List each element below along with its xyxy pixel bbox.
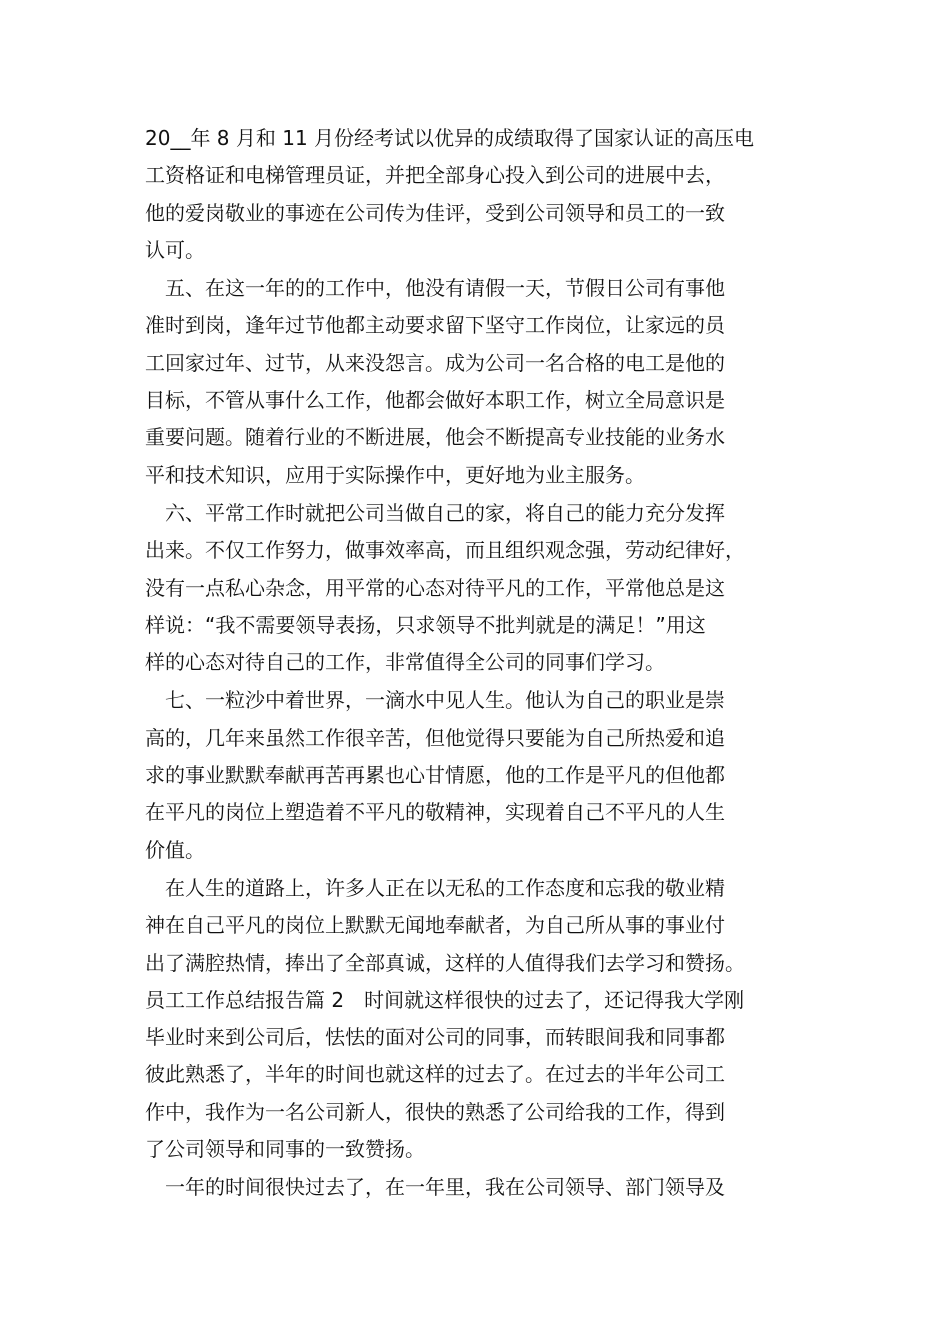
text-line: 一年的时间很快过去了，在一年里，我在公司领导、部门领导及 xyxy=(165,1175,725,1200)
text-line: 神在自己平凡的岗位上默默无闻地奉献者，为自己所从事的事业付 xyxy=(145,913,725,938)
text-line: 价值。 xyxy=(145,837,205,862)
document-body xyxy=(145,120,810,1207)
text-line: 出来。不仅工作努力，做事效率高，而且组织观念强，劳动纪律好， xyxy=(145,538,745,563)
text-line: 在平凡的岗位上塑造着不平凡的敬精神，实现着自己不平凡的人生 xyxy=(145,800,725,825)
text-line: 工资格证和电梯管理员证，并把全部身心投入到公司的进展中去， xyxy=(145,163,725,188)
text-line: 平和技术知识，应用于实际操作中，更好地为业主服务。 xyxy=(145,462,645,487)
text-line: 目标，不管从事什么工作，他都会做好本职工作，树立全局意识是 xyxy=(145,388,725,413)
text-line: 员工工作总结报告篇 2 时间就这样很快的过去了，还记得我大学刚 xyxy=(145,987,745,1012)
text-line: 样的心态对待自己的工作，非常值得全公司的同事们学习。 xyxy=(145,650,665,675)
text-line: 出了满腔热情，捧出了全部真诚，这样的人值得我们去学习和赞扬。 xyxy=(145,950,745,975)
text-line: 五、在这一年的的工作中，他没有请假一天，节假日公司有事他 xyxy=(165,276,725,301)
text-line: 工回家过年、过节，从来没怨言。成为公司一名合格的电工是他的 xyxy=(145,350,725,375)
text-line: 了公司领导和同事的一致赞扬。 xyxy=(145,1137,425,1162)
text-line: 认可。 xyxy=(145,237,205,262)
text-line: 重要问题。随着行业的不断进展，他会不断提高专业技能的业务水 xyxy=(145,425,725,450)
text-line: 在人生的道路上，许多人正在以无私的工作态度和忘我的敬业精 xyxy=(165,875,725,900)
text-line: 样说：“我不需要领导表扬，只求领导不批判就是的满足！”用这 xyxy=(145,612,706,637)
text-line: 高的，几年来虽然工作很辛苦，但他觉得只要能为自己所热爱和追 xyxy=(145,725,725,750)
text-line: 七、一粒沙中着世界，一滴水中见人生。他认为自己的职业是崇 xyxy=(165,688,725,713)
text-line: 20__年 8 月和 11 月份经考试以优异的成绩取得了国家认证的高压电 xyxy=(145,126,755,150)
text-line: 准时到岗，逢年过节他都主动要求留下坚守工作岗位，让家远的员 xyxy=(145,313,725,338)
text-line: 他的爱岗敬业的事迹在公司传为佳评，受到公司领导和员工的一致 xyxy=(145,200,725,225)
text-line: 求的事业默默奉献再苦再累也心甘情愿，他的工作是平凡的但他都 xyxy=(145,763,725,788)
text-line: 没有一点私心杂念，用平常的心态对待平凡的工作，平常他总是这 xyxy=(145,575,725,600)
text-line: 六、平常工作时就把公司当做自己的家，将自己的能力充分发挥 xyxy=(165,500,725,525)
text-line: 作中，我作为一名公司新人，很快的熟悉了公司给我的工作，得到 xyxy=(145,1099,725,1124)
text-line: 毕业时来到公司后，怯怯的面对公司的同事，而转眼间我和同事都 xyxy=(145,1025,725,1050)
text-line: 彼此熟悉了，半年的时间也就这样的过去了。在过去的半年公司工 xyxy=(145,1062,725,1087)
